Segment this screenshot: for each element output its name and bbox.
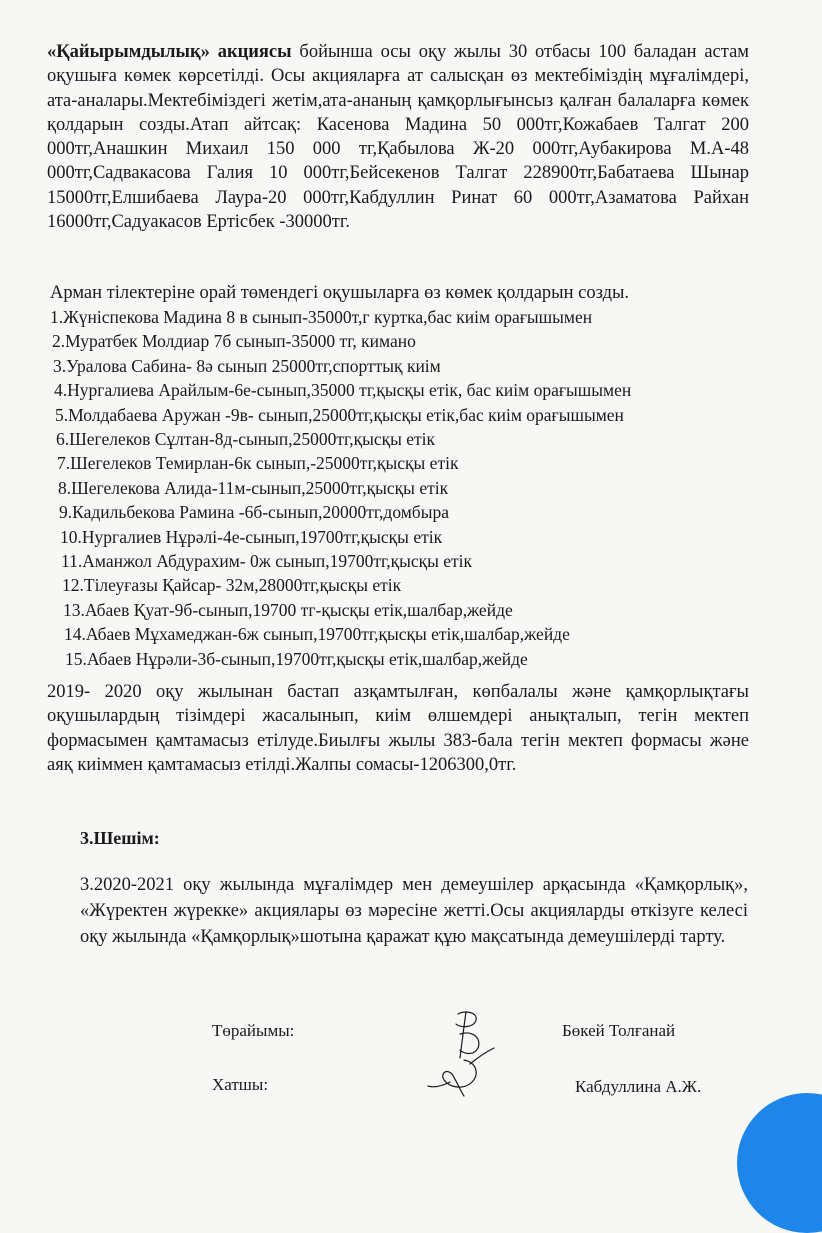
charity-paragraph-text: бойынша осы оқу жылы 30 отбасы 100 баладан астам оқушыға көмек көрсетілді. Осы акцияларға ат салысқан өз мектебіміздің мұғалімдері, ата-аналары.Мектебіміздегі жетім,ата-ананың қамқорлығынсыз қалған балаларға көмек қолдарын созды.Атап айтсақ: Касенова Мадина 50 000тг,Кожабаев Талгат 200 000тг,Анашкин Михаил 150 000 тг,Қабылова Ж-20 000тг,Аубакирова М.А-48 000тг,Садвакасова Галия 10 000тг,Бейсекенов Талгат 228900тг,Бабатаева Шынар 15000тг,Елшибаева Лаура-20 000тг,Кабдуллин Ринат 60 000тг,Азаматова Райхан 16000тг,Садуакасов Ертісбек -30000тг. (47, 42, 749, 233)
charity-campaign-title: «Қайырымдылық» акциясы (47, 42, 292, 62)
list-item: 8.Шегелекова Алида-11м-сынып,25000тг,қысқы етік (58, 477, 449, 498)
chair-name: Бөкей Толғанай (562, 1021, 676, 1040)
list-item: 5.Молдабаева Аружан -9в- сынып,25000тг,қысқы етік,бас киім орағышымен (55, 404, 624, 425)
corner-accent-shape (737, 1093, 822, 1233)
list-item: 15.Абаев Нұрәли-3б-сынып,19700тг,қысқы етік,шалбар,жейде (65, 648, 528, 669)
list-item: 13.Абаев Қуат-9б-сынып,19700 тг-қысқы етік,шалбар,жейде (63, 599, 513, 620)
list-item: 2.Муратбек Молдиар 7б сынып-35000 тг, кимано (52, 331, 416, 352)
list-item: 11.Аманжол Абдурахим- 0ж сынып,19700тг,қысқы етік (61, 551, 473, 572)
list-item: 3.Уралова Сабина- 8ә сынып 25000тг,спорттық киім (53, 355, 441, 376)
list-item: 4.Нургалиева Арайлым-6е-сынып,35000 тг,қысқы етік, бас киім орағышымен (54, 380, 632, 401)
chair-label: Төрайымы: (212, 1021, 295, 1040)
charity-paragraph (47, 40, 749, 234)
secretary-name: Кабдуллина А.Ж. (575, 1077, 702, 1096)
wishes-heading: Арман тілектеріне орай төмендегі оқушыларға өз көмек қолдарын созды. (50, 283, 630, 303)
list-item: 9.Кадильбекова Рамина -6б-сынып,20000тг,домбыра (59, 502, 449, 523)
list-item: 7.Шегелеков Темирлан-6к сынып,-25000тг,қысқы етік (57, 453, 459, 474)
list-item: 14.Абаев Мұхамеджан-6ж сынып,19700тг,қысқы етік,шалбар,жейде (64, 624, 570, 645)
list-item: 12.Тілеуғазы Қайсар- 32м,28000тг,қысқы етік (62, 575, 402, 596)
secretary-label: Хатшы: (212, 1075, 269, 1094)
decision-paragraph: 3.2020-2021 оқу жылында мұғалімдер мен демеушілер арқасында «Қамқорлық», «Жүректен жүрекке» акциялары өз мәресіне жетті.Осы акцияларды өткізуге келесі оқу жылында «Қамқорлық»шотына қаражат құю мақсатында демеушілерді тарту. (80, 875, 748, 947)
handwritten-signature (420, 1004, 500, 1100)
decision-title: 3.Шешім: (80, 828, 160, 848)
school-uniform-paragraph: 2019- 2020 оқу жылынан бастап азқамтылған, көпбалалы және қамқорлықтағы оқушылардың тізімдері жасалынып, киім өлшемдері анықталып, тегін мектеп формасымен қамтамасыз етілуде.Биылғы жылы 383-бала тегін мектеп формасы және аяқ киіммен қамтамасыз етілді.Жалпы сомасы-1206300,0тг. (47, 682, 749, 775)
list-item: 1.Жүніспекова Мадина 8 в сынып-35000т,г куртка,бас киім орағышымен (50, 307, 593, 327)
student-list (50, 305, 631, 671)
list-item: 10.Нургалиев Нұрәлі-4е-сынып,19700тг,қысқы етік (60, 526, 443, 547)
list-item: 6.Шегелеков Сұлтан-8д-сынып,25000тг,қысқы етік (56, 429, 436, 450)
